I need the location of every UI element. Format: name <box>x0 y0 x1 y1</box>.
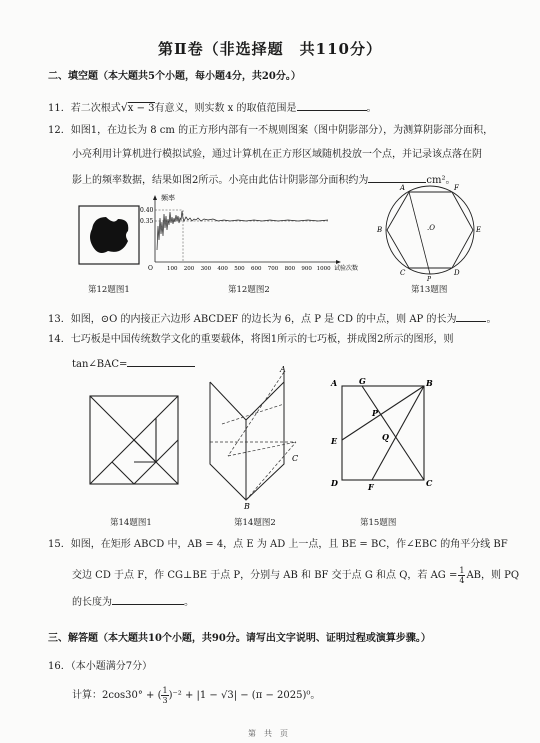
q15-line3 <box>72 594 194 610</box>
q16-fraction <box>161 686 168 705</box>
tangram-inner <box>134 440 156 462</box>
q15-fraction <box>458 566 465 585</box>
x-tick-600: 600 <box>251 266 262 272</box>
q12-unit: cm²。 <box>426 175 456 186</box>
q15-line3-text: 的长度为 <box>72 597 112 608</box>
figure-15 <box>328 374 438 496</box>
q15-line1: 15．如图，在矩形 ABCD 中，AB = 4，点 E 为 AD 上一点，且 BE = BC，作∠EBC 的角平分线 BF <box>48 539 508 550</box>
y-tick-040: 0.40 <box>140 207 154 214</box>
label-c: C <box>400 269 406 277</box>
q12-line3-text: 影上的频率数据，结果如图2所示。小亮由此估计阴影部分面积约为 <box>72 175 369 186</box>
q13-answer-blank <box>456 311 486 322</box>
x-tick-800: 800 <box>284 266 296 272</box>
v-left <box>210 382 246 420</box>
q13-end: 。 <box>486 314 497 325</box>
q14-answer-blank <box>127 356 195 367</box>
y-axis-arrow <box>153 195 157 200</box>
q15-line2b: AB，则 PQ <box>466 570 520 581</box>
q15-frac-den: 4 <box>459 576 465 585</box>
x-axis-arrow <box>336 260 341 264</box>
tangram-bottom-cut <box>112 462 134 484</box>
figure-14-1 <box>88 394 180 486</box>
fig13-caption: 第13题图 <box>411 285 448 295</box>
q16-expr-a: 计算：2cos30° + ( <box>72 690 162 701</box>
fig12-2-caption: 第12题图2 <box>228 285 270 295</box>
label-f: F <box>368 482 374 492</box>
shape-outline <box>210 372 284 500</box>
label-o: .O <box>427 224 435 232</box>
label-d: D <box>331 478 338 488</box>
frequency-curve <box>157 211 328 250</box>
x-tick-500: 500 <box>234 266 245 272</box>
origin-label: O <box>148 265 153 272</box>
q11-text-b: 有意义，则实数 x 的取值范围是 <box>154 103 297 114</box>
fig14-2-caption: 第14题图2 <box>234 518 276 528</box>
q16-head: 16．（本小题满分7分） <box>48 661 153 672</box>
label-b: B <box>426 378 433 388</box>
segment-ap <box>409 192 430 274</box>
q13-text: 13．如图，⊙O 的内接正六边形 ABCDEF 的边长为 6，点 P 是 CD 的中点，则 AP 的长为 <box>48 314 457 325</box>
label-a: A <box>400 184 406 192</box>
label-c: C <box>292 454 299 463</box>
dash-5 <box>222 404 284 424</box>
y-tick-035: 0.35 <box>140 218 154 225</box>
x-axis-label: 试验次数 <box>334 265 359 272</box>
question-11 <box>48 100 377 116</box>
section3-heading: 三、解答题（本大题共10个小题，共90分。请写出文字说明、证明过程或演算步骤。） <box>48 633 431 644</box>
page-title: 第Ⅱ卷（非选择题 共110分） <box>158 40 382 58</box>
dash-1 <box>228 372 284 456</box>
q16-expr-b: )⁻² + |1 − √3| − (π − 2025)⁰。 <box>168 690 321 701</box>
page-footer: 第 共 页 <box>248 729 288 738</box>
label-p: P <box>427 276 432 282</box>
label-a: A <box>331 378 338 388</box>
q15-line2a: 交边 CD 于点 F，作 CG⊥BE 于点 P，分别与 AB 和 BF 交于点 G 和点 Q，若 AG = <box>72 570 458 581</box>
q15-end: 。 <box>184 597 194 608</box>
q11-radical: x − 3 <box>127 103 155 114</box>
figure-14-2 <box>200 364 310 510</box>
segment-bf <box>372 386 424 480</box>
irregular-shaded-pattern <box>90 217 128 253</box>
x-tick-labels <box>167 266 331 272</box>
fig14-1-caption: 第14题图1 <box>110 518 152 528</box>
label-f: F <box>454 184 459 192</box>
fig15-caption: 第15题图 <box>360 518 397 528</box>
label-d: D <box>454 269 460 277</box>
label-a: A <box>280 365 286 374</box>
x-tick-700: 700 <box>267 266 279 272</box>
figure-12-1 <box>78 205 140 265</box>
q14-line1: 14．七巧板是中国传统数学文化的重要载体，将图1所示的七巧板，拼成图2所示的图形，则 <box>48 334 454 345</box>
q11-text-a: 11．若二次根式 <box>48 103 121 114</box>
section2-heading: 二、填空题（本大题共5个小题，每小题4分，共20分。） <box>48 71 301 82</box>
q16-frac-num: 1 <box>162 686 168 695</box>
q15-line2 <box>72 566 519 585</box>
q14-line2-text: tan∠BAC= <box>72 359 128 370</box>
label-p: P <box>372 408 379 418</box>
label-b: B <box>244 502 250 510</box>
question-13 <box>48 311 496 327</box>
fig12-1-caption: 第12题图1 <box>88 285 130 295</box>
sqrt-sign: √ <box>120 101 128 114</box>
figure-13 <box>372 182 490 282</box>
q12-line1: 12．如图1，在边长为 8 cm 的正方形内部有一不规则图案（图中阴影部分），为测算阴影部分面积， <box>48 125 494 136</box>
label-c: C <box>426 478 433 488</box>
q11-end: 。 <box>366 103 377 114</box>
segment-gc <box>362 386 424 480</box>
q11-answer-blank <box>297 100 367 111</box>
figure-12-2 <box>138 192 368 274</box>
x-tick-300: 300 <box>200 266 212 272</box>
x-tick-100: 100 <box>167 266 178 272</box>
y-axis-label: 频率 <box>161 194 175 202</box>
q16-frac-den: 3 <box>162 696 168 705</box>
q15-answer-blank <box>112 594 184 605</box>
x-tick-1000: 1000 <box>316 266 331 272</box>
q16-expression <box>72 686 320 705</box>
x-tick-900: 900 <box>301 266 312 272</box>
label-g: G <box>359 376 366 386</box>
q14-line2 <box>72 356 195 372</box>
label-e: E <box>331 436 338 446</box>
q12-line2: 小亮利用计算机进行模拟试验，通过计算机在正方形区域随机投放一个点，并记录该点落在阴 <box>72 149 482 160</box>
label-e: E <box>476 226 482 234</box>
label-b: B <box>377 226 383 234</box>
x-tick-200: 200 <box>183 266 195 272</box>
label-q: Q <box>382 432 389 442</box>
x-tick-400: 400 <box>217 266 228 272</box>
q15-frac-num: 1 <box>459 566 465 575</box>
